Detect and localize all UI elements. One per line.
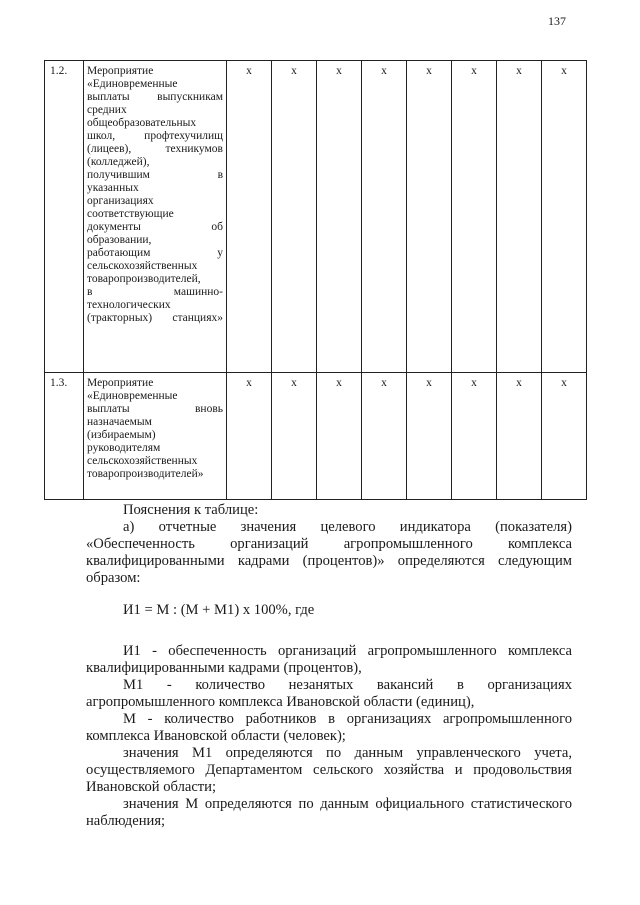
- measure-name-line: выплаты вновь: [87, 403, 223, 415]
- measure-name-line: школ, профтехучилищ: [87, 130, 223, 142]
- measure-name: [84, 61, 227, 373]
- source-m1: значения М1 определяются по данным управленческого учета, осуществляемого Департаментом сельского хозяйства и продовольствия Ивановской области;: [86, 745, 572, 795]
- measure-name-line: работающим у: [87, 247, 223, 259]
- value-cell: х: [362, 61, 407, 373]
- table-notes: [86, 502, 572, 830]
- row-number: 1.2.: [45, 61, 84, 373]
- measure-name-line: сельскохозяйственных: [87, 260, 198, 272]
- note-item-a: а) отчетные значения целевого индикатора (показателя) «Обеспеченность организаций агропромышленного комплекса квалифицированными кадрами (процентов)» определяются следующим образом:: [86, 519, 572, 586]
- notes-heading: Пояснения к таблице:: [123, 502, 259, 518]
- value-cell: х: [542, 373, 587, 500]
- measure-name-line: товаропроизводителей,: [87, 273, 201, 285]
- value-cell: х: [227, 373, 272, 500]
- value-cell: х: [317, 373, 362, 500]
- measure-name: [84, 373, 227, 500]
- value-cell: х: [452, 373, 497, 500]
- value-cell: х: [272, 61, 317, 373]
- value-cell: х: [497, 373, 542, 500]
- measure-name-line: «Единовременные: [87, 390, 178, 402]
- measure-name-line: (колледжей),: [87, 156, 150, 168]
- value-cell: х: [227, 61, 272, 373]
- definition-i1: И1 - обеспеченность организаций агропромышленного комплекса квалифицированными кадрами (процентов),: [86, 643, 572, 676]
- measure-name-line: указанных: [87, 182, 139, 194]
- measure-name-line: общеобразовательных: [87, 117, 197, 129]
- measure-name-line: (избираемым): [87, 429, 156, 441]
- row-number: 1.3.: [45, 373, 84, 500]
- measure-name-line: документы об: [87, 221, 223, 233]
- definition-m: М - количество работников в организациях агропромышленного комплекса Ивановской области (человек);: [86, 711, 572, 744]
- measure-name-line: Мероприятие: [87, 65, 154, 77]
- table-row: [45, 61, 587, 373]
- measure-name-line: технологических: [87, 299, 171, 311]
- source-m: значения М определяются по данным официального статистического наблюдения;: [86, 796, 572, 829]
- value-cell: х: [272, 373, 317, 500]
- measure-name-line: (лицеев), техникумов: [87, 143, 223, 155]
- value-cell: х: [542, 61, 587, 373]
- measure-name-line: руководителям: [87, 442, 161, 454]
- value-cell: х: [407, 61, 452, 373]
- value-cell: х: [317, 61, 362, 373]
- measure-name-line: образовании,: [87, 234, 152, 246]
- measures-table: [44, 60, 587, 500]
- measure-name-line: «Единовременные: [87, 78, 178, 90]
- measure-name-line: товаропроизводителей»: [87, 468, 204, 480]
- definition-m1: М1 - количество незанятых вакансий в организациях агропромышленного комплекса Ивановской области (единиц),: [86, 677, 572, 710]
- value-cell: х: [407, 373, 452, 500]
- measure-name-line: Мероприятие: [87, 377, 154, 389]
- measure-name-line: в машинно-: [87, 286, 223, 298]
- table-row: [45, 373, 587, 500]
- measure-name-line: назначаемым: [87, 416, 152, 428]
- value-cell: х: [452, 61, 497, 373]
- measure-name-line: организациях: [87, 195, 154, 207]
- measure-name-line: соответствующие: [87, 208, 174, 220]
- measure-name-line: выплаты выпускникам: [87, 91, 223, 103]
- measure-name-line: получившим в: [87, 169, 223, 181]
- measure-name-line: (тракторных) станциях»: [87, 312, 223, 324]
- formula: И1 = М : (М + М1) х 100%, где: [123, 602, 315, 618]
- value-cell: х: [362, 373, 407, 500]
- measure-name-line: сельскохозяйственных: [87, 455, 198, 467]
- value-cell: х: [497, 61, 542, 373]
- page-number: 137: [548, 14, 566, 28]
- measure-name-line: средних: [87, 104, 127, 116]
